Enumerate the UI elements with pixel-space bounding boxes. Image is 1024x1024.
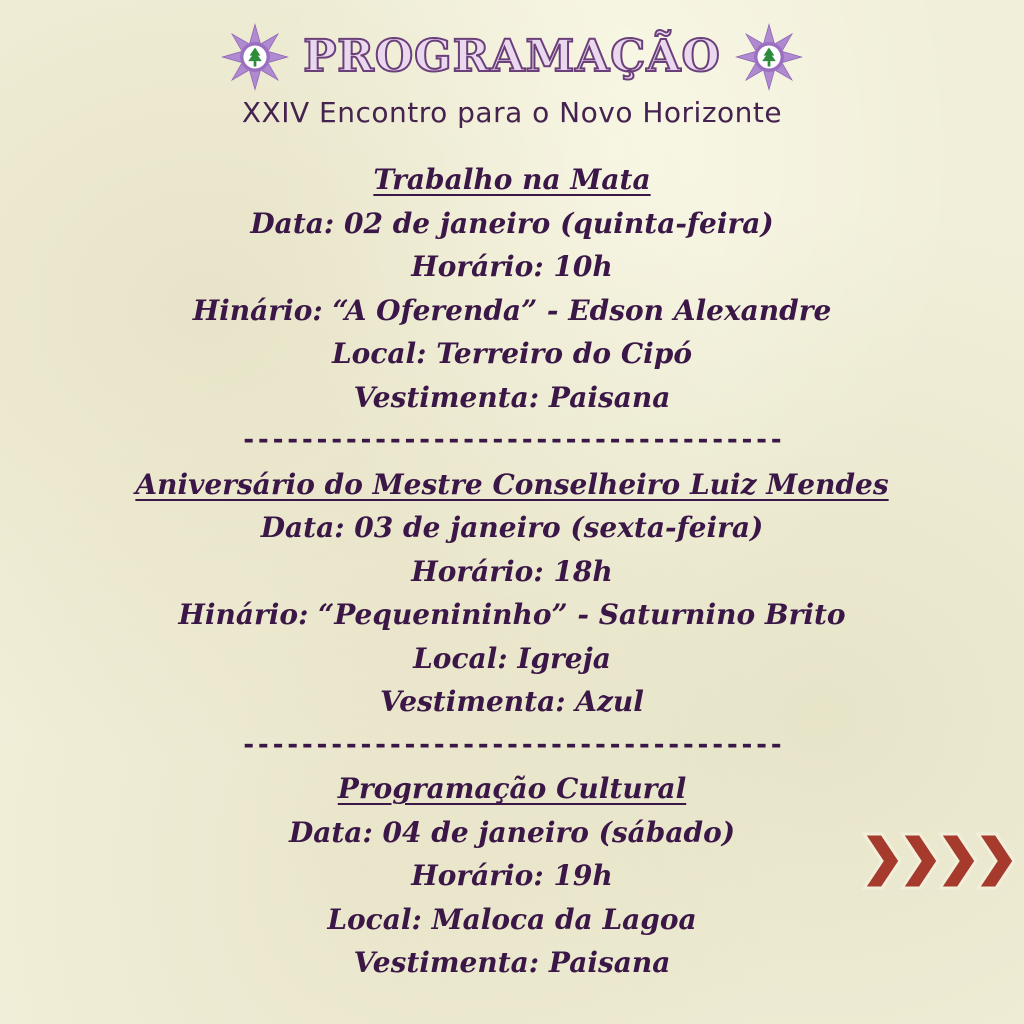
chevron-right-icon [940, 834, 976, 888]
event-place: Local: Maloca da Lagoa [327, 902, 697, 936]
event-attire: Vestimenta: Azul [380, 685, 644, 718]
event-time: Horário: 19h [411, 859, 613, 892]
event-hymnal: Hinário: “Pequenininho” - Saturnino Brito [178, 598, 846, 631]
header [0, 22, 1024, 129]
event-place: Local: Terreiro do Cipó [331, 337, 693, 370]
event-hymnal: Hinário: “A Oferenda” - Edson Alexandre [192, 293, 832, 327]
page-title: PROGRAMAÇÃO [303, 31, 721, 82]
dashed-divider: ------------------------------------- [240, 425, 784, 455]
event-time: Horário: 10h [411, 250, 613, 283]
chevron-right-icon [864, 834, 900, 888]
event-attire: Vestimenta: Paisana [353, 946, 671, 979]
dashed-divider: ------------------------------------- [240, 729, 784, 760]
event-date: Data: 04 de janeiro (sábado) [288, 815, 736, 849]
chevron-arrows-icon [862, 830, 1024, 892]
event-date: Data: 02 de janeiro (quinta-feira) [250, 206, 774, 240]
chevron-right-icon [978, 834, 1014, 888]
title-row [0, 22, 1024, 92]
star-flower-emblem-icon [221, 23, 289, 91]
event-place: Local: Igreja [413, 641, 611, 675]
event-attire: Vestimenta: Paisana [353, 380, 671, 414]
event-block [0, 463, 1024, 724]
event-title: Programação Cultural [337, 772, 687, 805]
subtitle: XXIV Encontro para o Novo Horizonte [241, 96, 783, 129]
chevron-right-icon [902, 834, 938, 888]
chevron-right-icon [0, 848, 14, 884]
event-date: Data: 03 de janeiro (sexta-feira) [260, 511, 764, 544]
star-flower-emblem-icon [735, 23, 803, 91]
event-title: Trabalho na Mata [373, 163, 651, 196]
event-title: Aniversário do Mestre Conselheiro Luiz Mendes [135, 467, 889, 501]
event-block [0, 158, 1024, 419]
event-time: Horário: 18h [411, 554, 613, 588]
